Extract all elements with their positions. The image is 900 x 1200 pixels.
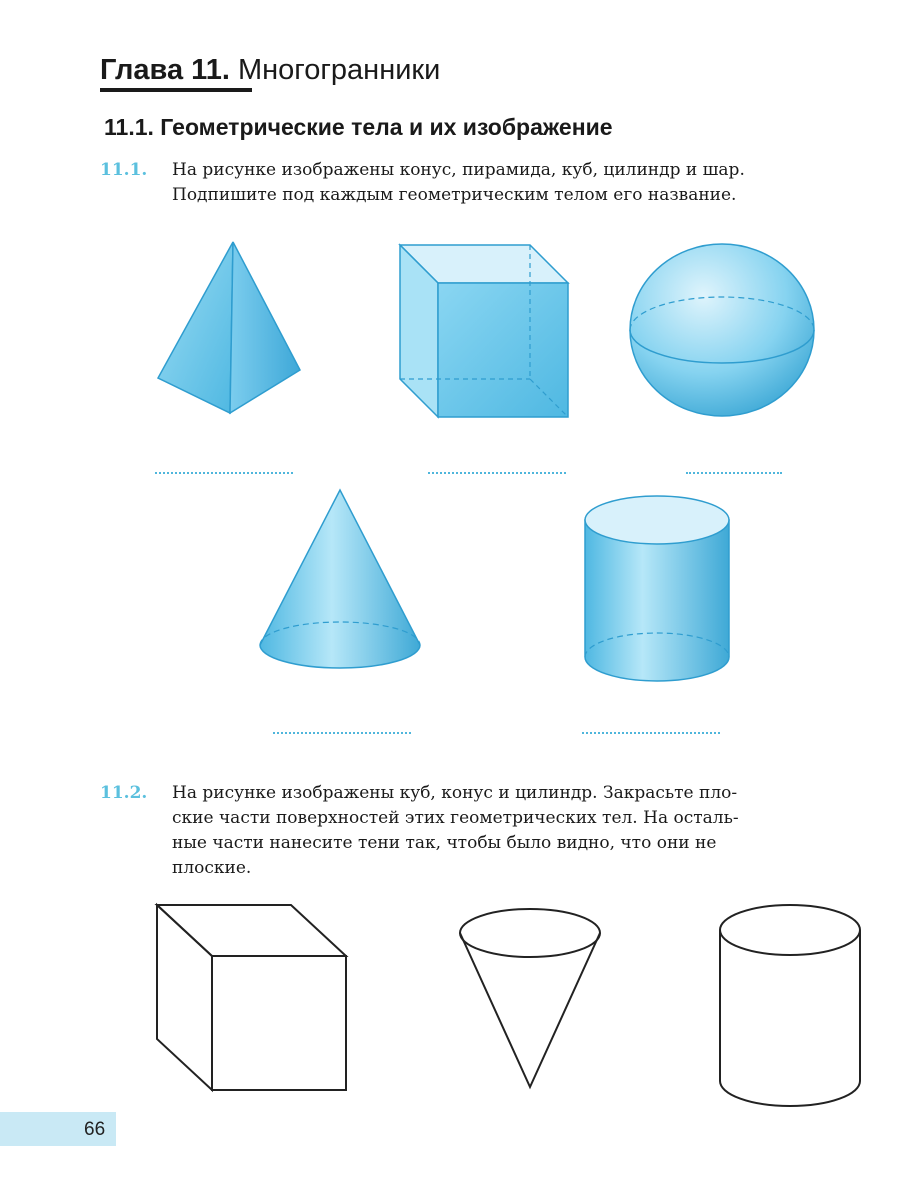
- pyramid-face-left: [158, 242, 233, 413]
- cylinder-top: [585, 496, 729, 544]
- task-text-line: На рисунке изображены куб, конус и цилиндр. Закрасьте пло-: [172, 783, 738, 803]
- page-number: 66: [84, 1119, 106, 1140]
- task-text-line: плоские.: [172, 858, 252, 878]
- answer-line-sphere[interactable]: [686, 472, 782, 474]
- task-text: [172, 158, 860, 208]
- task-text-line: ские части поверхностей этих геометрических тел. На осталь-: [172, 808, 739, 828]
- chapter-title: [100, 52, 440, 88]
- chapter-label: Глава 11.: [100, 54, 230, 86]
- chapter-name: Многогранники: [237, 54, 441, 86]
- section-title: 11.1. Геометрические тела и их изображение: [104, 114, 613, 140]
- task-number: 11.2.: [100, 783, 148, 803]
- cube-face-front: [438, 283, 568, 417]
- answer-line-cube[interactable]: [428, 472, 566, 474]
- cube-figure: [395, 240, 575, 420]
- answer-line-cylinder[interactable]: [582, 732, 720, 734]
- outline-cone-figure[interactable]: [455, 905, 605, 1095]
- cone-body: [260, 490, 420, 668]
- pyramid-face-right: [230, 242, 300, 413]
- outline-cube-figure[interactable]: [152, 900, 352, 1120]
- cylinder-figure: [580, 492, 735, 687]
- answer-line-pyramid[interactable]: [155, 472, 293, 474]
- cone-figure: [255, 485, 425, 685]
- answer-line-cone[interactable]: [273, 732, 411, 734]
- task-text-line: ные части нанесите тени так, чтобы было видно, что они не: [172, 833, 717, 853]
- sphere-figure: [625, 240, 820, 420]
- task-text-line: На рисунке изображены конус, пирамида, куб, цилиндр и шар.: [172, 160, 745, 180]
- outline-cylinder-figure[interactable]: [715, 900, 865, 1115]
- task-text-line: Подпишите под каждым геометрическим телом его название.: [172, 185, 737, 205]
- sphere-body: [630, 244, 814, 416]
- task-text: [172, 781, 860, 881]
- chapter-underline: [100, 88, 252, 92]
- pyramid-figure: [150, 235, 310, 420]
- task-number: 11.1.: [100, 160, 148, 180]
